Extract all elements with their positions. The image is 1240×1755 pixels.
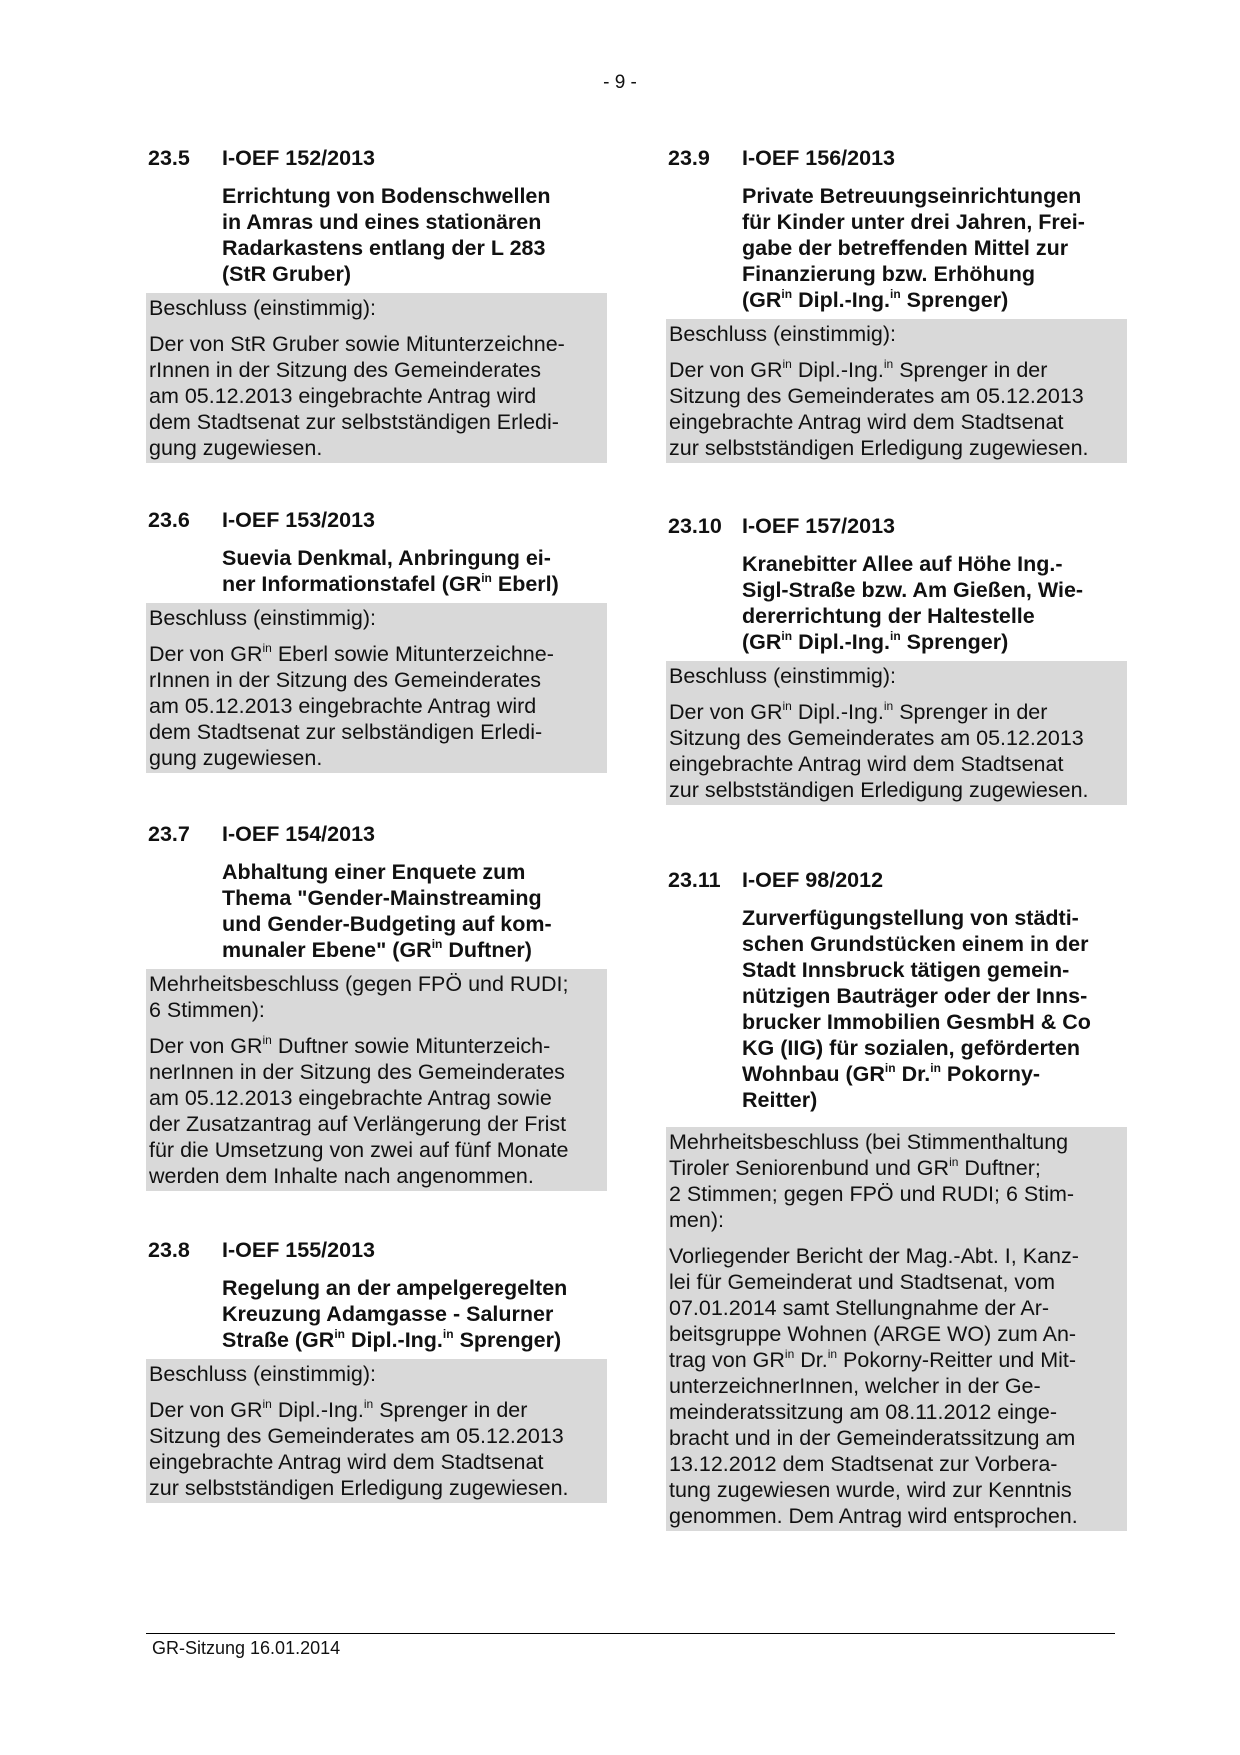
decision-text: Der von $GR^{in}$ Duftner sowie Mitunterzeich- nerInnen in der Sitzung des Gemeinderates am 05.12.2013 eingebrachte Antrag sowie der Zusatzantrag auf Verlängerung der Frist für die Umsetzung von zwei auf fünf Monate werden dem Inhalte nach angenommen. (149, 1033, 569, 1188)
agenda-item-23-11 (666, 867, 1126, 1531)
decision-label: Beschluss (einstimmig): (149, 606, 376, 630)
decision-box (666, 1127, 1127, 1531)
item-reference: I-OEF 155/2013 (222, 1238, 375, 1262)
decision-label: Beschluss (einstimmig): (149, 296, 376, 320)
item-reference: I-OEF 98/2012 (742, 868, 884, 892)
agenda-item-23-7 (146, 821, 606, 1191)
decision-box (146, 1359, 607, 1503)
decision-text: Der von $GR^{in}$ Dipl.-Ing.$^{in}$ Sprenger in der Sitzung des Gemeinderates am 05.12.2013 eingebrachte Antrag wird dem Stadtsenat zur selbstständigen Erledigung zugewiesen. (669, 699, 1089, 802)
item-reference: I-OEF 152/2013 (222, 146, 375, 170)
decision-label: Mehrheitsbeschluss (bei Stimmenthaltung Tiroler Seniorenbund und $GR^{in}$ Duftner; 2 Stimmen; gegen FPÖ und RUDI; 6 Stim- men): (669, 1130, 1075, 1232)
item-reference: I-OEF 156/2013 (742, 146, 895, 170)
decision-text: Der von $GR^{in}$ Dipl.-Ing.$^{in}$ Sprenger in der Sitzung des Gemeinderates am 05.12.2013 eingebrachte Antrag wird dem Stadtsenat zur selbstständigen Erledigung zugewiesen. (149, 1397, 569, 1500)
item-number: 23.10 (668, 514, 722, 538)
agenda-item-23-10 (666, 513, 1126, 805)
item-heading (148, 1237, 606, 1263)
footer-text: GR-Sitzung 16.01.2014 (152, 1638, 341, 1658)
page-number: - 9 - (603, 72, 637, 93)
decision-label: Mehrheitsbeschluss (gegen FPÖ und RUDI; 6 Stimmen): (149, 972, 569, 1022)
item-title: Errichtung von Bodenschwellen in Amras und eines stationären Radarkastens entlang der L 283 (StR Gruber) (222, 184, 551, 286)
item-heading (668, 867, 1126, 893)
item-reference: I-OEF 154/2013 (222, 822, 375, 846)
decision-text: Der von $GR^{in}$ Dipl.-Ing.$^{in}$ Sprenger in der Sitzung des Gemeinderates am 05.12.2013 eingebrachte Antrag wird dem Stadtsenat zur selbstständigen Erledigung zugewiesen. (669, 357, 1089, 460)
decision-box (146, 603, 607, 773)
item-number: 23.5 (148, 146, 190, 170)
item-title: Zurverfügungstellung von städti- schen Grundstücken einem in der Stadt Innsbruck tätigen gemein- nützigen Bauträger oder der Inns- brucker Immobilien GesmbH & Co KG (IIG) für sozialen, geförderten Wohnbau ($GR^{in}$ Dr.$^{in}$ Pokorny- Reitter) (742, 906, 1091, 1112)
item-number: 23.6 (148, 508, 190, 532)
right-column (666, 145, 1126, 1531)
item-title: Abhaltung einer Enquete zum Thema "Gender-Mainstreaming und Gender-Budgeting auf kom- munaler Ebene" ($GR^{in}$ Duftner) (222, 860, 552, 962)
item-number: 23.11 (668, 868, 721, 892)
item-heading (148, 507, 606, 533)
agenda-item-23-6 (146, 507, 606, 773)
decision-box (146, 293, 607, 463)
item-heading (668, 513, 1126, 539)
decision-label: Beschluss (einstimmig): (669, 664, 896, 688)
item-number: 23.8 (148, 1238, 190, 1262)
left-column (146, 145, 606, 1503)
item-number: 23.9 (668, 146, 710, 170)
decision-label: Beschluss (einstimmig): (669, 322, 896, 346)
decision-text: Vorliegender Bericht der Mag.-Abt. I, Kanz- lei für Gemeinderat und Stadtsenat, vom 07.01.2014 samt Stellungnahme der Ar- beitsgruppe Wohnen (ARGE WO) zum An- trag von $GR^{in}$ Dr.$^{in}$ Pokorny-Reitter und Mit- unterzeichnerInnen, welcher in der Ge- meinderatssitzung am 08.11.2012 einge- bracht und in der Gemeinderatssitzung am 13.12.2012 dem Stadtsenat zur Vorbera- tung zugewiesen wurde, wird zur Kenntnis genommen. Dem Antrag wird entsprochen. (669, 1244, 1079, 1528)
item-heading (668, 145, 1126, 171)
decision-text: Der von $GR^{in}$ Eberl sowie Mitunterzeichne- rInnen in der Sitzung des Gemeinderates am 05.12.2013 eingebrachte Antrag wird dem Stadtsenat zur selbständigen Erledi- gung zugewiesen. (149, 641, 554, 770)
item-title: Regelung an der ampelgeregelten Kreuzung Adamgasse - Salurner Straße ($GR^{in}$ Dipl.-Ing.$^{in}$ Sprenger) (222, 1276, 568, 1352)
agenda-item-23-8 (146, 1237, 606, 1503)
agenda-item-23-9 (666, 145, 1126, 463)
footer-divider (146, 1633, 1115, 1634)
item-heading (148, 145, 606, 171)
item-title: Suevia Denkmal, Anbringung ei- ner Informationstafel ($GR^{in}$ Eberl) (222, 546, 559, 596)
item-number: 23.7 (148, 822, 190, 846)
decision-box (666, 319, 1127, 463)
decision-label: Beschluss (einstimmig): (149, 1362, 376, 1386)
item-reference: I-OEF 153/2013 (222, 508, 375, 532)
decision-box (666, 661, 1127, 805)
agenda-item-23-5 (146, 145, 606, 463)
item-heading (148, 821, 606, 847)
item-title: Kranebitter Allee auf Höhe Ing.- Sigl-Straße bzw. Am Gießen, Wie- dererrichtung der Haltestelle ($GR^{in}$ Dipl.-Ing.$^{in}$ Sprenger) (742, 552, 1084, 654)
item-reference: I-OEF 157/2013 (742, 514, 895, 538)
decision-text: Der von StR Gruber sowie Mitunterzeichne- rInnen in der Sitzung des Gemeinderates am 05.12.2013 eingebrachte Antrag wird dem Stadtsenat zur selbstständigen Erledi- gung zugewiesen. (149, 332, 565, 460)
item-title: Private Betreuungseinrichtungen für Kinder unter drei Jahren, Frei- gabe der betreffenden Mittel zur Finanzierung bzw. Erhöhung ($GR^{in}$ Dipl.-Ing.$^{in}$ Sprenger) (742, 184, 1085, 312)
decision-box (146, 969, 607, 1191)
